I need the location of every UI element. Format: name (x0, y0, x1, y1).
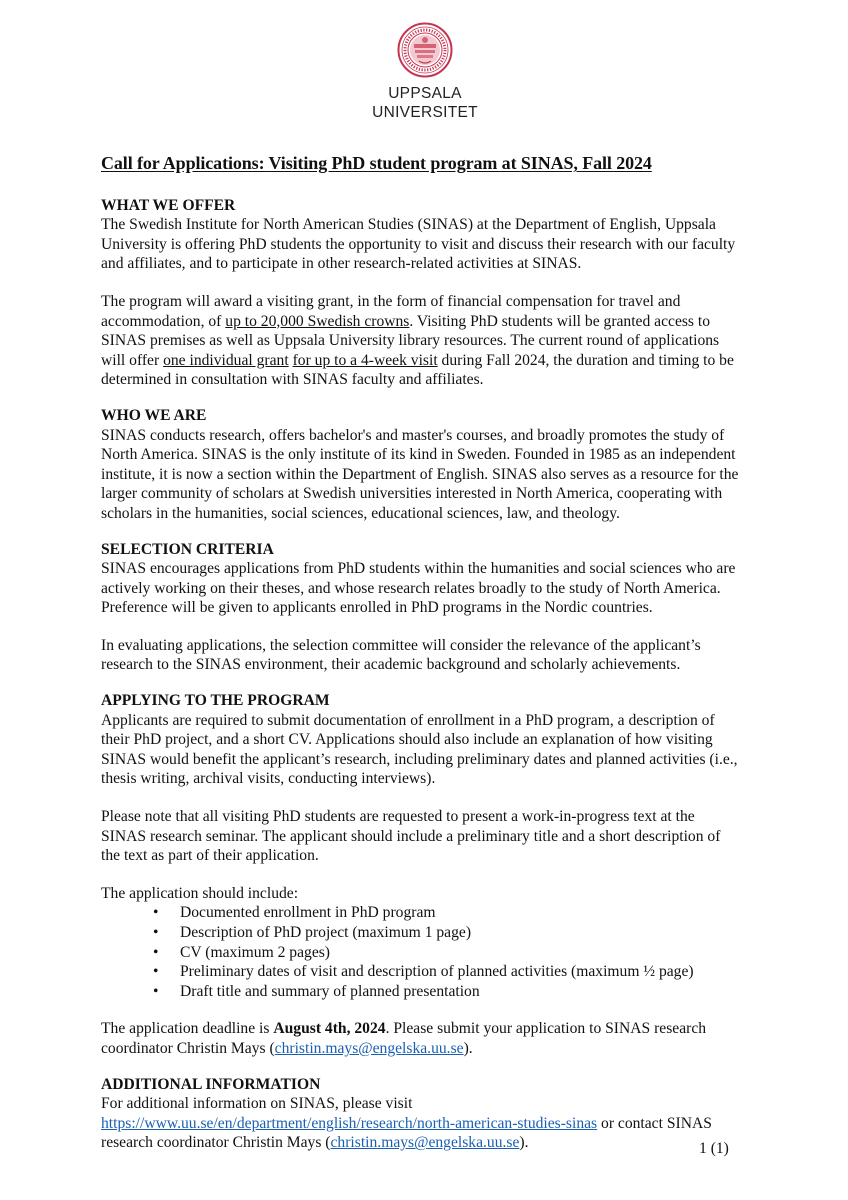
logo-line-2: UNIVERSITET (372, 104, 478, 121)
section-selection-criteria (101, 540, 741, 676)
list-item (101, 903, 741, 923)
list-item (101, 923, 741, 943)
section-what-we-offer (101, 196, 741, 390)
bullet-icon: • (153, 982, 159, 1000)
document-title: Call for Applications: Visiting PhD student program at SINAS, Fall 2024 (101, 153, 652, 173)
university-logo (340, 22, 510, 122)
text: . Visiting PhD students will be granted access to SINAS premises as well as Uppsala University library resources. The current round of applications will offer (101, 312, 720, 369)
page-number: 1 (1) (699, 1140, 729, 1157)
section-additional-info (101, 1075, 741, 1153)
text: The program will award a visiting grant, in the form of financial compensation for travel and accommodation, of (101, 292, 681, 330)
list-intro: The application should include: (101, 884, 299, 902)
requirements-list (101, 903, 741, 1001)
paragraph: Applicants are required to submit documentation of enrollment in a PhD program, a description of their PhD project, and a short CV. Applications should also include an explanation of how visiting SINAS would benefit the applicant’s research, including preliminary dates and planned activities (i.e., thesis writing, archival visits, conducting interviews). (101, 711, 738, 788)
bullet-icon: • (153, 943, 159, 961)
text: ). (463, 1039, 473, 1057)
logo-text (340, 84, 510, 122)
uppsala-seal-icon (397, 22, 453, 78)
section-who-we-are (101, 406, 741, 524)
bullet-icon: • (153, 924, 159, 941)
paragraph: Please note that all visiting PhD students are requested to present a work-in-progress text at the SINAS research seminar. The applicant should include a preliminary title and a short description of the text as part of their application. (101, 808, 721, 865)
paragraph (101, 1094, 741, 1153)
bullet-icon: • (153, 904, 159, 922)
paragraph: The Swedish Institute for North American Studies (SINAS) at the Department of English, Uppsala University is offering PhD students the opportunity to visit and discuss their research with our faculty and affiliates, and to participate in other research-related activities at SINAS. (101, 216, 736, 273)
text: The application deadline is (101, 1020, 274, 1038)
list-item-text: Documented enrollment in PhD program (180, 904, 436, 922)
grant-amount: up to 20,000 Swedish crowns (225, 312, 410, 330)
list-item-text: Description of PhD project (maximum 1 page) (180, 924, 472, 941)
bullet-icon: • (153, 963, 159, 981)
paragraph: In evaluating applications, the selection committee will consider the relevance of the applicant’s research to the SINAS environment, their academic background and scholarly achievements. (101, 636, 701, 674)
deadline-date: August 4th, 2024 (273, 1020, 386, 1038)
text: or contact SINAS research coordinator Christin Mays ( (101, 1114, 712, 1152)
grant-count: one individual grant (163, 351, 289, 369)
paragraph: SINAS encourages applications from PhD students within the humanities and social sciences who are actively working on their theses, and whose research relates broadly to the study of North America. Preference will be given to applicants enrolled in PhD programs in the Nordic countries. (101, 560, 736, 617)
list-item-text: Draft title and summary of planned presentation (180, 982, 480, 1000)
list-item-text: Preliminary dates of visit and description of planned activities (maximum ½ page) (180, 963, 694, 981)
list-item-text: CV (maximum 2 pages) (180, 943, 330, 961)
section-heading: SELECTION CRITERIA (101, 540, 274, 558)
section-heading: ADDITIONAL INFORMATION (101, 1075, 321, 1093)
text: For additional information on SINAS, please visit (101, 1095, 413, 1113)
section-heading: WHAT WE OFFER (101, 196, 236, 214)
document-body (101, 154, 741, 1169)
list-item (101, 943, 741, 963)
section-heading: APPLYING TO THE PROGRAM (101, 692, 330, 710)
text: ). (519, 1134, 529, 1152)
email-link[interactable]: christin.mays@engelska.uu.se (274, 1039, 464, 1057)
list-item (101, 962, 741, 982)
paragraph-grant (101, 292, 741, 390)
section-heading: WHO WE ARE (101, 406, 207, 424)
list-item (101, 982, 741, 1002)
text: . Please submit your application to SINAS research coordinator Christin Mays ( (101, 1020, 707, 1057)
text: during Fall 2024, the duration and timing to be determined in consultation with SINAS faculty and affiliates. (101, 351, 734, 389)
section-applying (101, 691, 741, 1059)
logo-line-1: UPPSALA (388, 85, 462, 102)
visit-duration: for up to a 4-week visit (292, 351, 438, 369)
email-link[interactable]: christin.mays@engelska.uu.se (330, 1134, 520, 1152)
paragraph: SINAS conducts research, offers bachelor's and master's courses, and broadly promotes the study of North America. SINAS is the only institute of its kind in Sweden. Founded in 1985 as an independent institute, it is now a section within the Department of English. SINAS also serves as a resource for the larger community of scholars at Swedish universities interested in North America, cooperating with scholars in the humanities, social sciences, educational sciences, law, and theology. (101, 426, 739, 522)
sinas-website-link[interactable]: https://www.uu.se/en/department/english/research/north-american-studies-sinas (101, 1114, 598, 1132)
deadline-paragraph (101, 1019, 741, 1058)
